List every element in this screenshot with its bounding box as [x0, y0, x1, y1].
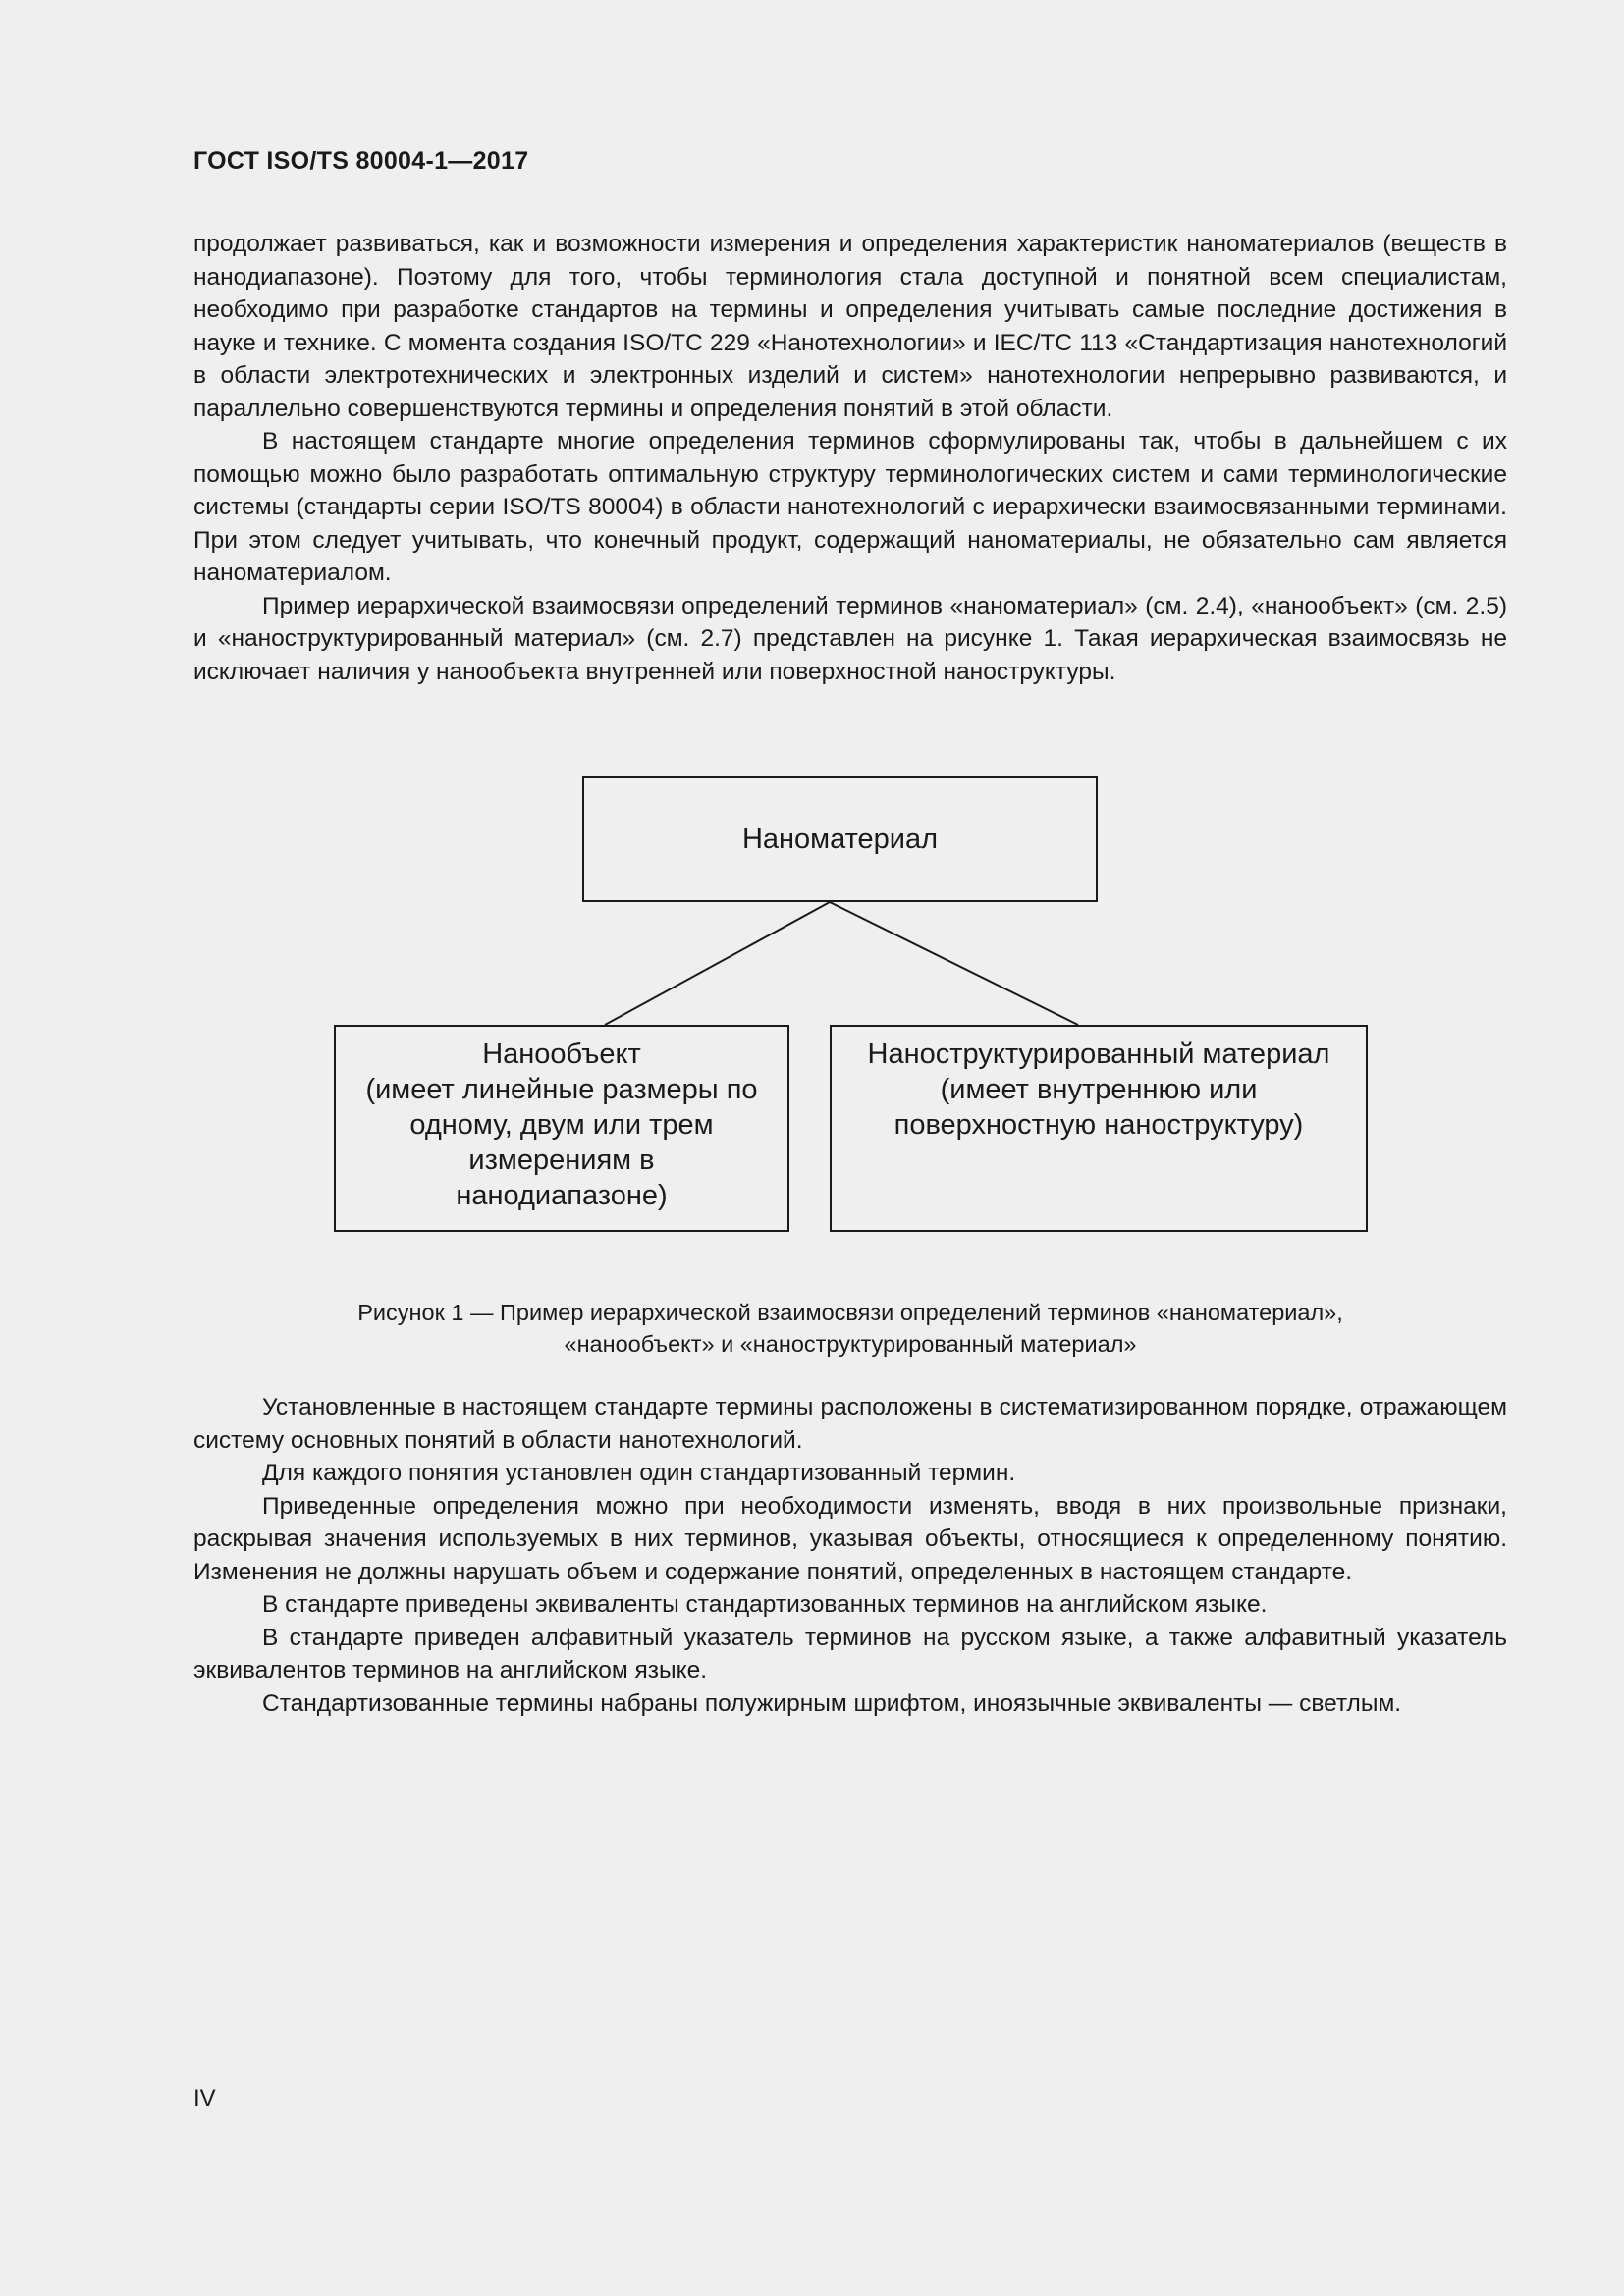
- paragraph: Стандартизованные термины набраны полужирным шрифтом, иноязычные эквиваленты — светлым.: [262, 1689, 1402, 1717]
- paragraph: В стандарте приведен алфавитный указатель терминов на русском языке, а также алфавитный указатель эквивалентов терминов на английском языке.: [193, 1624, 1507, 1683]
- diagram-box-nanostructured-material: [830, 1025, 1368, 1232]
- box-label: (имеет внутреннюю или: [940, 1074, 1258, 1105]
- box-label: Наноматериал: [741, 824, 939, 855]
- box-label: (имеет линейные размеры по: [365, 1074, 758, 1105]
- document-header: ГОСТ ISO/TS 80004-1—2017: [193, 147, 529, 175]
- paragraph: продолжает развиваться, как и возможности измерения и определения характеристик наноматериалов (веществ в нанодиапазоне). Поэтому для того, чтобы терминология стала доступной и понятной всем специалистам, необходимо при разработке стандартов на термины и определения учитывать самые последние достижения в науке и технике. С момента создания ISO/TC 229 «Нанотехнологии» и IEC/TC 113 «Стандартизация нанотехнологий в области электротехнических и электронных изделий и систем» нанотехнологии непрерывно развиваются, и параллельно совершенствуются термины и определения понятий в этой области.: [193, 231, 1507, 422]
- box-label: нанодиапазоне): [456, 1180, 668, 1211]
- figure-caption: [193, 1297, 1507, 1360]
- box-label: измерениям в: [468, 1145, 655, 1176]
- diagram-box-nanoobject: [334, 1025, 789, 1232]
- page-number: IV: [193, 2085, 216, 2111]
- box-label: поверхностную наноструктуру): [893, 1109, 1304, 1141]
- paragraph: Для каждого понятия установлен один стандартизованный термин.: [262, 1460, 1016, 1486]
- box-label: одному, двум или трем: [409, 1109, 714, 1141]
- paragraph: Приведенные определения можно при необходимости изменять, вводя в них произвольные признаки, раскрывая значения используемых в них терминов, указывая объекты, относящиеся к определенному понятию. Изменения не должны нарушать объем и содержание понятий, определенных в настоящем стандарте.: [193, 1492, 1507, 1585]
- caption-line: «нанообъект» и «наноструктурированный материал»: [564, 1331, 1137, 1357]
- box-label: Наноструктурированный материал: [867, 1039, 1330, 1070]
- connector-line-right: [830, 902, 1078, 1025]
- paragraph: В настоящем стандарте многие определения терминов сформулированы так, чтобы в дальнейшем с их помощью можно было разработать оптимальную структуру терминологических систем и сами терминологические системы (стандарты серии ISO/TS 80004) в области нанотехнологий с иерархически взаимосвязанными терминами. При этом следует учитывать, что конечный продукт, содержащий наноматериалы, не обязательно сам является наноматериалом.: [193, 428, 1507, 586]
- box-label: Нанообъект: [482, 1039, 641, 1070]
- terms-text-block: [193, 1391, 1507, 1720]
- connector-line-left: [605, 902, 830, 1025]
- paragraph: Установленные в настоящем стандарте термины расположены в систематизированном порядке, отражающем систему основных понятий в области нанотехнологий.: [193, 1394, 1507, 1454]
- caption-line: Рисунок 1 — Пример иерархической взаимосвязи определений терминов «наноматериал»,: [357, 1300, 1343, 1325]
- diagram-box-nanomaterial: [582, 776, 1098, 902]
- paragraph: Пример иерархической взаимосвязи определений терминов «наноматериал» (см. 2.4), «нанообъект» (см. 2.5) и «наноструктурированный материал» (см. 2.7) представлен на рисунке 1. Такая иерархическая взаимосвязь не исключает наличия у нанообъекта внутренней или поверхностной наноструктуры.: [193, 592, 1507, 685]
- intro-text-block: [193, 228, 1507, 688]
- paragraph: В стандарте приведены эквиваленты стандартизованных терминов на английском языке.: [262, 1591, 1268, 1618]
